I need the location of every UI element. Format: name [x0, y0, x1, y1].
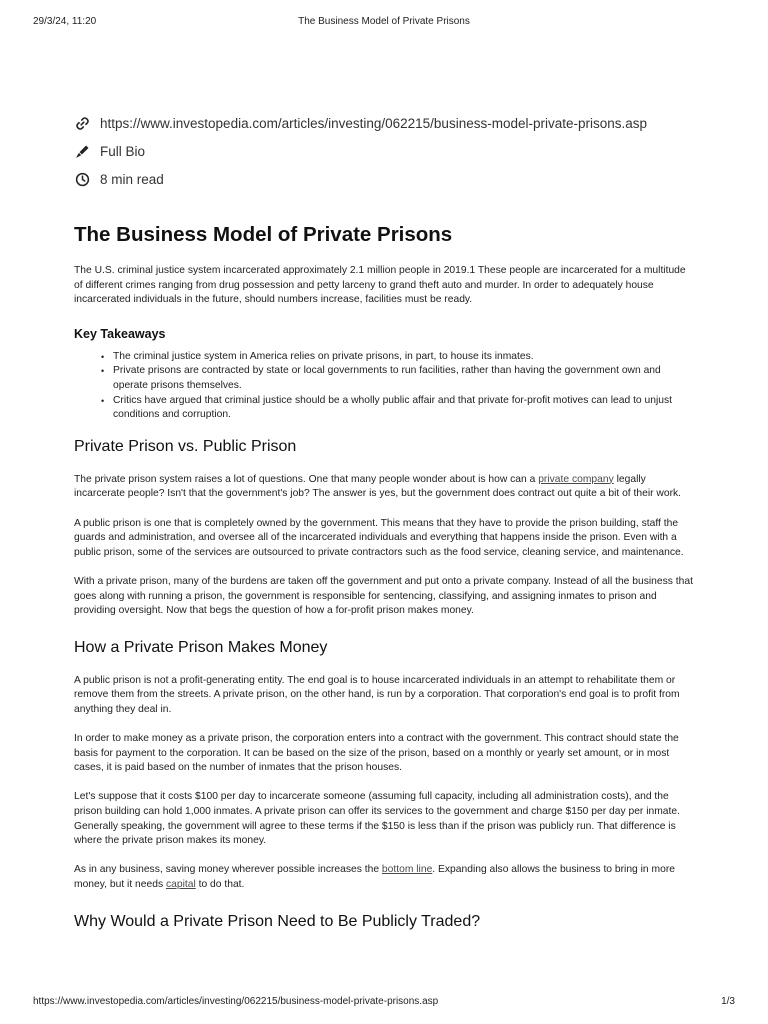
meta-url-row[interactable] — [74, 109, 714, 137]
private-company-link[interactable]: private company — [538, 473, 614, 485]
key-takeaways-list — [74, 350, 694, 423]
meta-url[interactable]: https://www.investopedia.com/articles/investing/062215/business-model-private-prisons.asp — [100, 115, 648, 131]
paragraph-text: . Expanding also allows the business to bring in more money, but it needs — [74, 864, 675, 890]
paragraph — [74, 473, 694, 502]
list-item: • Critics have argued that criminal justice should be a wholly public affair and that private for-profit motives can lead to unjust conditions and corruption. — [101, 394, 694, 423]
paragraph: A public prison is not a profit-generating entity. The end goal is to house incarcerated individuals in an attempt to rehabilitate them or remove them from the streets. A private prison, on the other hand, is run by a corporation. That corporation's end goal is to profit from anything they deal in. — [74, 674, 680, 715]
meta-bio-row[interactable] — [74, 137, 714, 165]
paragraph: With a private prison, many of the burdens are taken off the government and put onto a private company. Instead of all the business that goes along with running a prison, the government is responsible for sentencing, classifying, and assigning inmates to prison and providing oversight. Now that begs the question of how a for-profit prison makes money. — [74, 575, 693, 617]
paragraph — [74, 863, 694, 892]
link-icon — [74, 115, 90, 131]
meta-full-bio[interactable]: Full Bio — [100, 143, 146, 159]
capital-link[interactable]: capital — [165, 879, 196, 890]
paragraph: A public prison is one that is completely owned by the government. This means that they have to provide the prison building, staff the guards and administration, and oversee all of the incarcerated individuals and everything that happens inside the prison. Even with a public prison, some of the services are outsourced to private contractors such as the food service, cleaning service, and maintenance. — [74, 517, 684, 558]
section-heading: Private Prison vs. Public Prison — [74, 437, 297, 455]
print-footer — [0, 996, 768, 1010]
print-header-datetime: 29/3/24, 11:20 — [33, 16, 97, 27]
pen-icon — [74, 143, 90, 159]
print-header-title: The Business Model of Private Prisons — [298, 16, 470, 27]
print-footer-url: https://www.investopedia.com/articles/investing/062215/business-model-private-prisons.asp — [33, 996, 439, 1007]
section-heading: How a Private Prison Makes Money — [74, 638, 328, 656]
list-item: • Private prisons are contracted by state or local governments to run facilities, rather than having the government own and operate prisons themselves. — [101, 364, 694, 393]
print-footer-page: 1/3 — [721, 996, 735, 1007]
paragraph-text: legally incarcerate people? Isn't that the government's job? The answer is yes, but the government does contract out quite a bit of their work. — [74, 473, 682, 500]
article-body — [74, 220, 694, 933]
paragraph-text: As in any business, saving money wherever possible increases the — [74, 864, 382, 876]
meta-read-time: 8 min read — [100, 171, 164, 187]
paragraph-text: to do that. — [195, 879, 245, 890]
list-item: • The criminal justice system in America relies on private prisons, in part, to house its inmates. — [101, 350, 694, 365]
article-intro: The U.S. criminal justice system incarcerated approximately 2.1 million people in 2019.1 These people are incarcerated for a multitude of different crimes ranging from drug possession and petty larceny to grand theft auto and murder. In order to adequately house incarcerated individuals in the future, should numbers increase, facilities must be ready. — [74, 265, 686, 306]
meta-read-time-row — [74, 165, 714, 193]
print-header — [0, 16, 768, 30]
article-title: The Business Model of Private Prisons — [74, 223, 453, 246]
key-takeaways-heading: Key Takeaways — [74, 326, 166, 341]
paragraph: Let's suppose that it costs $100 per day to incarcerate someone (assuming full capacity, including all administration costs), and the prison building can hold 1,000 inmates. A private prison can offer its services to the government and charge $150 per day per inmate. Generally speaking, the government will agree to these terms if the $150 is less than if the prison was publicly run. That difference is where the private prison makes its money. — [74, 791, 680, 847]
paragraph-text: The private prison system raises a lot of questions. One that many people wonder about is how can a — [74, 473, 539, 485]
section-heading: Why Would a Private Prison Need to Be Publicly Traded? — [74, 912, 481, 930]
article-meta — [74, 109, 714, 193]
paragraph: In order to make money as a private prison, the corporation enters into a contract with the government. This contract should state the basis for payment to the corporation. It can be based on the size of the prison, based on a monthly or yearly set amount, or in most cases, it is paid based on the number of inmates that the prison houses. — [74, 733, 679, 774]
clock-icon — [74, 171, 90, 187]
bottom-line-link[interactable]: bottom line — [381, 864, 433, 876]
